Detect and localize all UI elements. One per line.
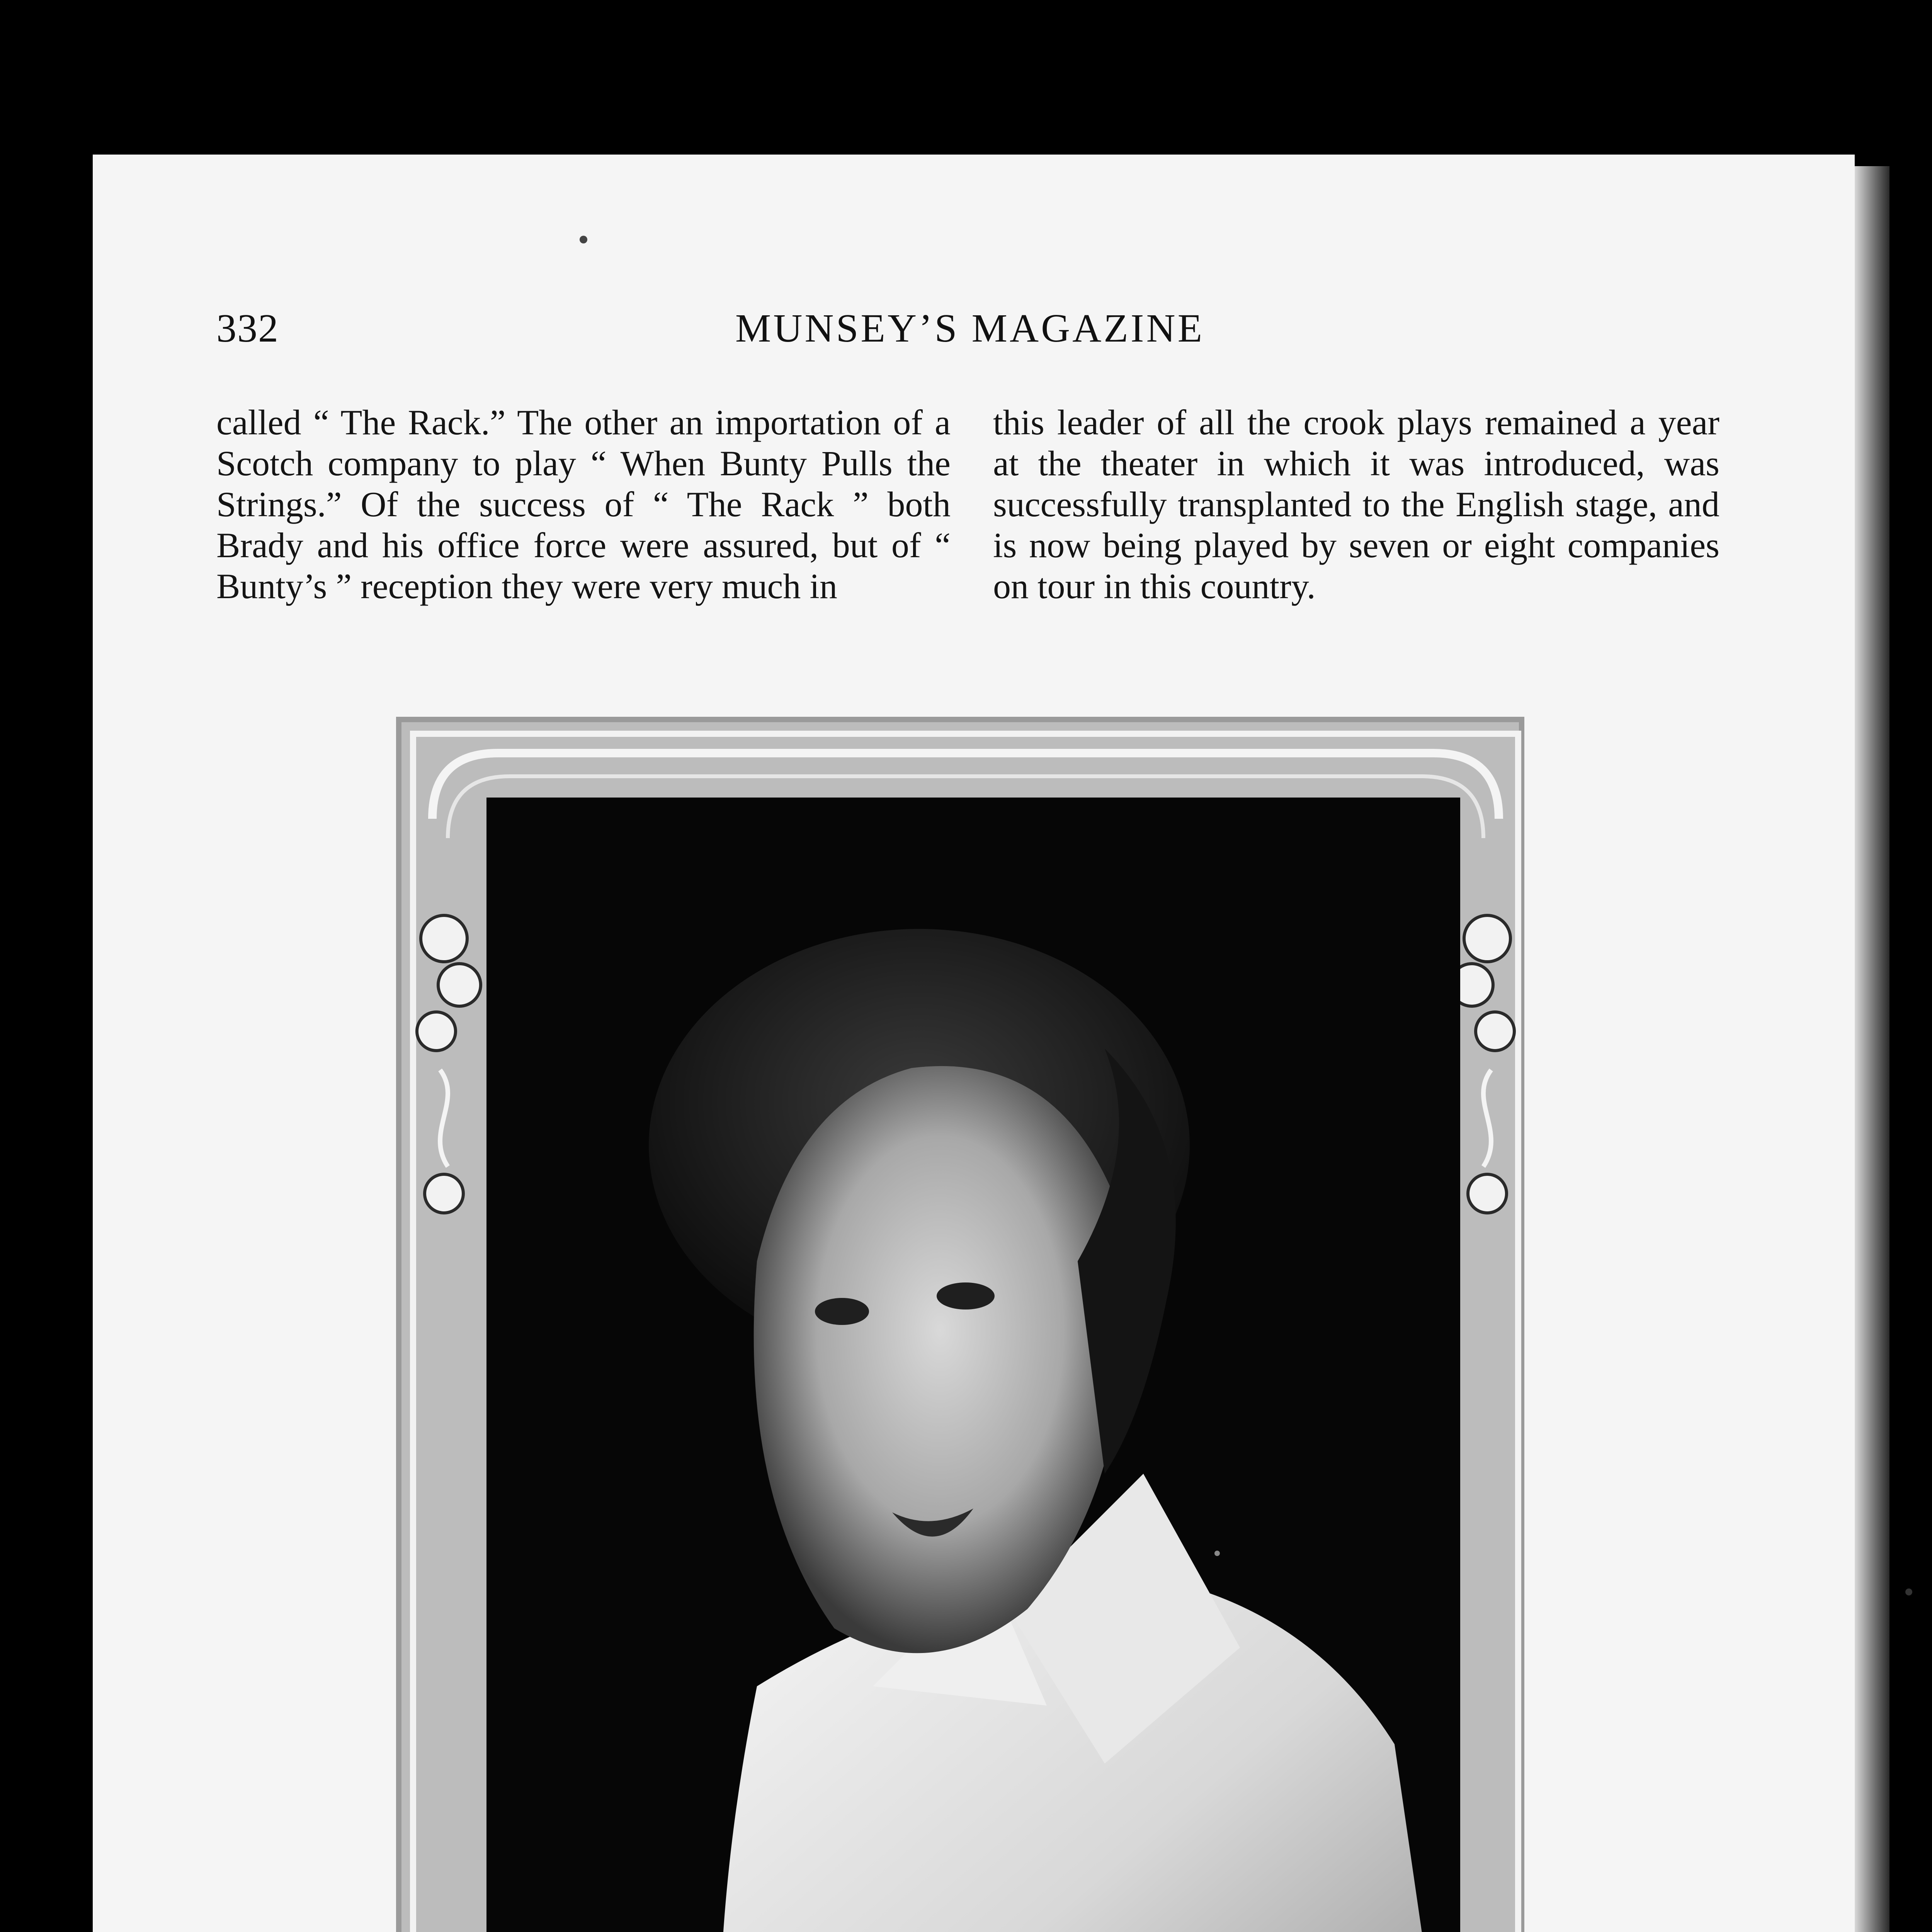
page-number: 332	[216, 306, 279, 350]
decorative-photo-frame	[396, 717, 1524, 1932]
portrait-photo	[486, 798, 1460, 1932]
column-top-left	[216, 402, 951, 607]
running-head: MUNSEY’S MAGAZINE	[735, 306, 1205, 350]
page-header	[216, 305, 1723, 352]
paragraph: called “ The Rack.” The other an importation of a Scotch company to play “ When Bunty Pulls the Strings.” Of the success of “ The Rack ” both Brady and his office force were assured, but of “ Bunty’s ” reception they were very much in	[216, 403, 951, 606]
portrait-photo-illustration	[486, 798, 1460, 1932]
paragraph: this leader of all the crook plays remained a year at the theater in which it was introduced, was successfully transplanted to the English stage, and is now being played by seven or eight companies on tour in this country.	[993, 403, 1719, 606]
book-gutter	[1855, 166, 1889, 1932]
column-top-right	[993, 402, 1719, 607]
